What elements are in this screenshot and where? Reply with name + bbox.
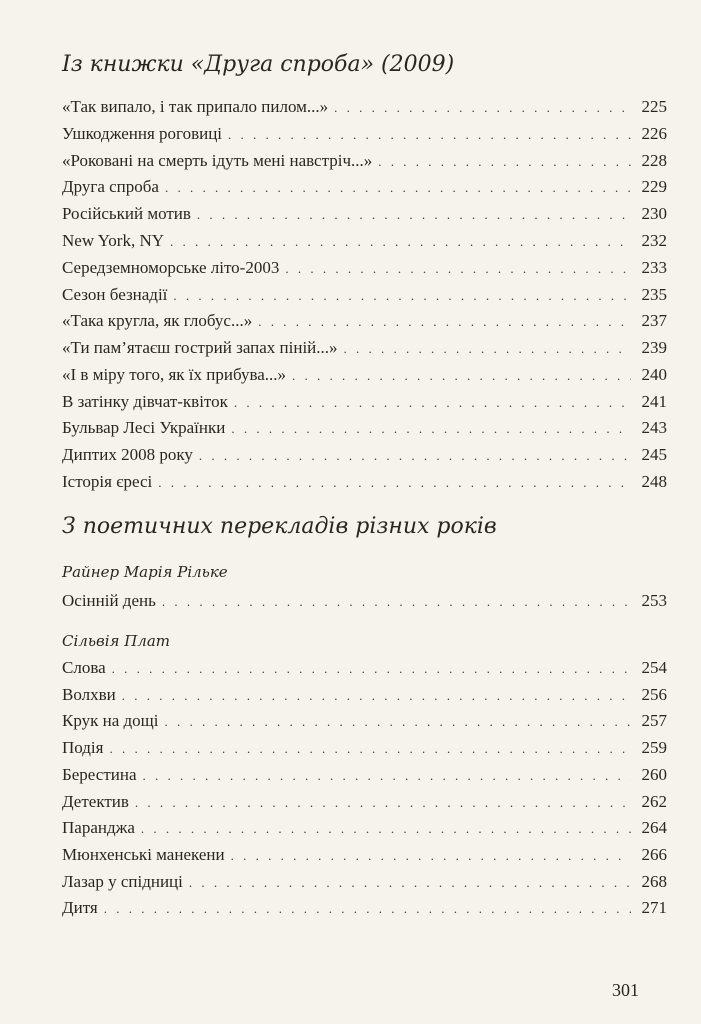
entry-title: «Роковані на смерть ідуть мені навстріч...» xyxy=(62,151,373,170)
entry-page: 268 xyxy=(641,872,667,891)
dot-leader xyxy=(292,368,631,384)
toc-entry xyxy=(62,658,667,682)
entry-title: Паранджа xyxy=(62,818,135,837)
toc-entry xyxy=(62,258,667,282)
entry-title: Осінній день xyxy=(62,591,156,610)
entry-page: 243 xyxy=(641,418,667,437)
toc-entry xyxy=(62,472,667,496)
dot-leader xyxy=(170,234,631,250)
entry-title: Дитя xyxy=(62,898,98,917)
entry-title: «Така кругла, як глобус...» xyxy=(62,311,253,330)
toc-entry xyxy=(62,818,667,842)
entry-title: «Ти пам’ятаєш гострий запах піній...» xyxy=(62,338,338,357)
toc-entry xyxy=(62,445,667,469)
dot-leader xyxy=(112,661,631,677)
entry-page: 266 xyxy=(641,845,667,864)
entry-page: 241 xyxy=(641,392,667,411)
entry-page: 271 xyxy=(641,898,667,917)
toc-entry xyxy=(62,365,667,389)
dot-leader xyxy=(158,475,631,491)
entry-page: 260 xyxy=(641,765,667,784)
entry-title: Історія єресі xyxy=(62,472,153,491)
toc-entry xyxy=(62,711,667,735)
entry-page: 248 xyxy=(641,472,667,491)
entry-page: 233 xyxy=(641,258,667,277)
entry-title: Берестина xyxy=(62,765,137,784)
author-heading-rilke: Райнер Марія Рільке xyxy=(62,563,228,581)
toc-entry xyxy=(62,204,667,228)
entry-title: Російський мотив xyxy=(62,204,191,223)
dot-leader xyxy=(231,848,631,864)
toc-entry xyxy=(62,177,667,201)
entry-page: 245 xyxy=(641,445,667,464)
entry-page: 228 xyxy=(641,151,667,170)
entry-title: «І в міру того, як їх прибува...» xyxy=(62,365,287,384)
toc-entry xyxy=(62,285,667,309)
entry-page: 254 xyxy=(641,658,667,677)
toc-entry xyxy=(62,872,667,896)
toc-entry xyxy=(62,97,667,121)
entry-title: Лазар у спідниці xyxy=(62,872,183,891)
toc-entry xyxy=(62,845,667,869)
toc-entry xyxy=(62,418,667,442)
entry-page: 240 xyxy=(641,365,667,384)
dot-leader xyxy=(228,127,631,143)
entry-title: Детектив xyxy=(62,792,129,811)
entry-page: 232 xyxy=(641,231,667,250)
dot-leader xyxy=(234,395,631,411)
dot-leader xyxy=(378,154,631,170)
entry-page: 237 xyxy=(641,311,667,330)
entry-page: 226 xyxy=(641,124,667,143)
toc-entry xyxy=(62,898,667,922)
entry-title: «Так випало, і так припало пилом...» xyxy=(62,97,329,116)
entry-page: 225 xyxy=(641,97,667,116)
dot-leader xyxy=(162,594,631,610)
entry-title: New York, NY xyxy=(62,231,165,250)
toc-entry xyxy=(62,738,667,762)
entry-title: Крук на дощі xyxy=(62,711,159,730)
entry-title: Сезон безнадії xyxy=(62,285,168,304)
author-heading-plath: Сільвія Плат xyxy=(62,632,171,650)
entry-title: Бульвар Лесі Українки xyxy=(62,418,226,437)
toc-entry xyxy=(62,392,667,416)
entry-title: Слова xyxy=(62,658,106,677)
entry-title: Подія xyxy=(62,738,104,757)
dot-leader xyxy=(231,421,631,437)
entry-page: 257 xyxy=(641,711,667,730)
dot-leader xyxy=(344,341,631,357)
section-title-translations: З поетичних перекладів різних років xyxy=(62,514,497,539)
entry-page: 253 xyxy=(641,591,667,610)
entry-title: Волхви xyxy=(62,685,116,704)
dot-leader xyxy=(141,821,631,837)
dot-leader xyxy=(143,768,632,784)
entry-title: Мюнхенські манекени xyxy=(62,845,225,864)
dot-leader xyxy=(109,741,631,757)
toc-entry xyxy=(62,124,667,148)
entry-title: В затінку дівчат-квіток xyxy=(62,392,228,411)
entry-page: 259 xyxy=(641,738,667,757)
dot-leader xyxy=(122,688,631,704)
toc-entry xyxy=(62,685,667,709)
entry-page: 262 xyxy=(641,792,667,811)
dot-leader xyxy=(104,901,631,917)
entry-page: 229 xyxy=(641,177,667,196)
page-number: 301 xyxy=(612,980,639,1000)
toc-entry xyxy=(62,792,667,816)
dot-leader xyxy=(165,180,631,196)
dot-leader xyxy=(334,100,631,116)
dot-leader xyxy=(197,207,631,223)
dot-leader xyxy=(164,714,631,730)
entry-page: 256 xyxy=(641,685,667,704)
dot-leader xyxy=(258,314,631,330)
entry-title: Диптих 2008 року xyxy=(62,445,193,464)
entry-page: 230 xyxy=(641,204,667,223)
toc-entry xyxy=(62,338,667,362)
toc-entry xyxy=(62,151,667,175)
dot-leader xyxy=(285,261,631,277)
toc-entry xyxy=(62,311,667,335)
dot-leader xyxy=(199,448,631,464)
entry-page: 264 xyxy=(641,818,667,837)
toc-entry xyxy=(62,231,667,255)
entry-title: Середземноморське літо-2003 xyxy=(62,258,280,277)
section-title-druha-sproba: Із книжки «Друга спроба» (2009) xyxy=(62,52,455,77)
toc-entry xyxy=(62,591,667,615)
toc-entry xyxy=(62,765,667,789)
entry-page: 239 xyxy=(641,338,667,357)
entry-title: Ушкодження роговиці xyxy=(62,124,223,143)
entry-title: Друга спроба xyxy=(62,177,159,196)
dot-leader xyxy=(135,795,631,811)
dot-leader xyxy=(173,288,631,304)
entry-page: 235 xyxy=(641,285,667,304)
dot-leader xyxy=(189,875,631,891)
